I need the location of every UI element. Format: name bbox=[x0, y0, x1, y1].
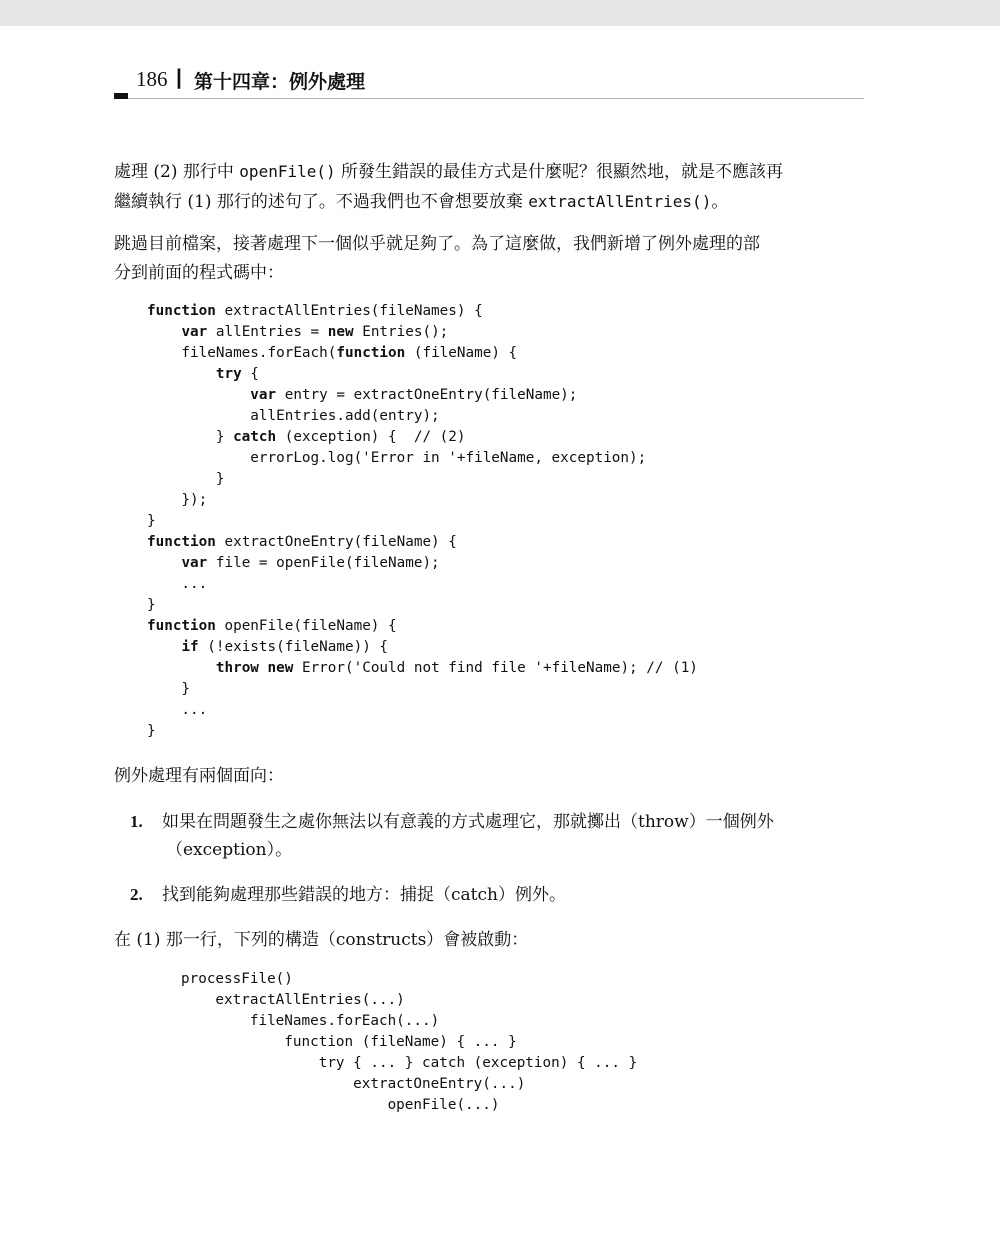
code-line bbox=[147, 301, 698, 322]
code-text: file = openFile(fileName); bbox=[207, 555, 440, 571]
paragraph-2 bbox=[114, 230, 866, 288]
paragraph-1-text-a: 處理 (2) 那行中 bbox=[114, 162, 240, 182]
list-item-1-number: 1. bbox=[130, 812, 143, 831]
header-separator: | bbox=[176, 66, 182, 89]
code-text: extractAllEntries(fileNames) { bbox=[215, 303, 483, 319]
code-line bbox=[147, 511, 698, 532]
paragraph-2-line-2: 分到前面的程式碼中： bbox=[114, 263, 284, 283]
code-keyword: function bbox=[336, 345, 406, 361]
code-line bbox=[147, 364, 698, 385]
paragraph-2-line-1: 跳過目前檔案，接著處理下一個似乎就足夠了。為了這麼做，我們新增了例外處理的部 bbox=[114, 234, 760, 254]
code-keyword: new bbox=[267, 660, 294, 676]
code-text bbox=[147, 555, 181, 571]
code-text bbox=[259, 660, 268, 676]
code-keyword: if bbox=[181, 639, 199, 655]
code-text bbox=[147, 324, 181, 340]
code-line bbox=[147, 616, 698, 637]
code-line bbox=[147, 574, 698, 595]
code-block-2 bbox=[181, 969, 637, 1116]
code-text: } bbox=[147, 723, 156, 739]
code-line: extractOneEntry(...) bbox=[181, 1076, 526, 1092]
code-keyword: var bbox=[181, 555, 208, 571]
code-line bbox=[147, 595, 698, 616]
code-line bbox=[147, 532, 698, 553]
code-text: Error('Could not find file '+fileName); // (1) bbox=[293, 660, 698, 676]
code-text: fileNames.forEach( bbox=[147, 345, 337, 361]
code-line: fileNames.forEach(...) bbox=[181, 1013, 440, 1029]
code-keyword: new bbox=[327, 324, 354, 340]
code-keyword: var bbox=[181, 324, 208, 340]
code-line: openFile(...) bbox=[181, 1097, 500, 1113]
code-keyword: var bbox=[250, 387, 277, 403]
list-item-1-line-1: 如果在問題發生之處你無法以有意義的方式處理它，那就擲出（throw）一個例外 bbox=[162, 812, 774, 832]
list-item-2-number: 2. bbox=[130, 885, 143, 904]
inline-code-openfile: openFile() bbox=[239, 162, 336, 181]
code-line bbox=[147, 385, 698, 406]
code-line bbox=[147, 658, 698, 679]
code-text: Entries(); bbox=[353, 324, 449, 340]
code-keyword: function bbox=[147, 303, 216, 319]
code-keyword: try bbox=[215, 366, 242, 382]
code-text bbox=[147, 366, 216, 382]
code-line bbox=[147, 721, 698, 742]
paragraph-4: 在 (1) 那一行，下列的構造（constructs）會被啟動： bbox=[114, 930, 529, 950]
page-header bbox=[114, 62, 864, 99]
code-text: (fileName) { bbox=[405, 345, 518, 361]
list-item-1-line-2: （exception）。 bbox=[166, 840, 293, 860]
code-line: extractAllEntries(...) bbox=[181, 992, 405, 1008]
code-text: errorLog.log('Error in '+fileName, exception); bbox=[147, 450, 647, 466]
inline-code-extractallentries: extractAllEntries() bbox=[528, 192, 712, 211]
code-keyword: function bbox=[147, 618, 216, 634]
paragraph-3: 例外處理有兩個面向： bbox=[114, 766, 284, 786]
code-text: } bbox=[147, 513, 156, 529]
code-text: ... bbox=[147, 576, 208, 592]
chapter-title: 第十四章：例外處理 bbox=[194, 71, 366, 93]
code-line: try { ... } catch (exception) { ... } bbox=[181, 1055, 638, 1071]
list-item-2-line-1: 找到能夠處理那些錯誤的地方：捕捉（catch）例外。 bbox=[162, 885, 566, 905]
code-text: (exception) { // (2) bbox=[276, 429, 466, 445]
code-text: } bbox=[147, 597, 156, 613]
code-line bbox=[147, 448, 698, 469]
paragraph-1-text-b: 所發生錯誤的最佳方式是什麼呢？很顯然地，就是不應該再 bbox=[335, 162, 784, 182]
code-text bbox=[147, 387, 250, 403]
code-keyword: function bbox=[147, 534, 216, 550]
header-marker bbox=[114, 93, 128, 99]
code-line bbox=[147, 322, 698, 343]
code-line: function (fileName) { ... } bbox=[181, 1034, 517, 1050]
code-text: (!exists(fileName)) { bbox=[198, 639, 389, 655]
paragraph-1-text-c: 繼續執行 (1) 那行的述句了。不過我們也不會想要放棄 bbox=[114, 192, 529, 212]
code-text bbox=[147, 639, 181, 655]
code-text: }); bbox=[147, 492, 208, 508]
code-text: openFile(fileName) { bbox=[215, 618, 397, 634]
code-line bbox=[147, 679, 698, 700]
code-block-1 bbox=[147, 301, 698, 742]
code-line bbox=[147, 343, 698, 364]
code-text: ... bbox=[147, 702, 208, 718]
code-line bbox=[147, 469, 698, 490]
code-text: } bbox=[147, 471, 225, 487]
code-line: processFile() bbox=[181, 971, 293, 987]
paragraph-1 bbox=[114, 157, 866, 217]
code-line bbox=[147, 490, 698, 511]
code-line bbox=[147, 637, 698, 658]
paragraph-1-text-d: 。 bbox=[711, 192, 729, 212]
code-keyword: throw bbox=[215, 660, 259, 676]
top-bar bbox=[0, 0, 1000, 26]
code-keyword: catch bbox=[233, 429, 277, 445]
code-text: entry = extractOneEntry(fileName); bbox=[276, 387, 578, 403]
code-line bbox=[147, 553, 698, 574]
code-text: } bbox=[147, 681, 191, 697]
code-text: allEntries.add(entry); bbox=[147, 408, 440, 424]
code-text: extractOneEntry(fileName) { bbox=[215, 534, 457, 550]
code-text: } bbox=[147, 429, 234, 445]
page-number: 186 bbox=[136, 67, 168, 91]
code-text bbox=[147, 660, 216, 676]
code-line bbox=[147, 700, 698, 721]
code-text: allEntries = bbox=[207, 324, 328, 340]
code-text: { bbox=[241, 366, 259, 382]
code-line bbox=[147, 427, 698, 448]
code-line bbox=[147, 406, 698, 427]
